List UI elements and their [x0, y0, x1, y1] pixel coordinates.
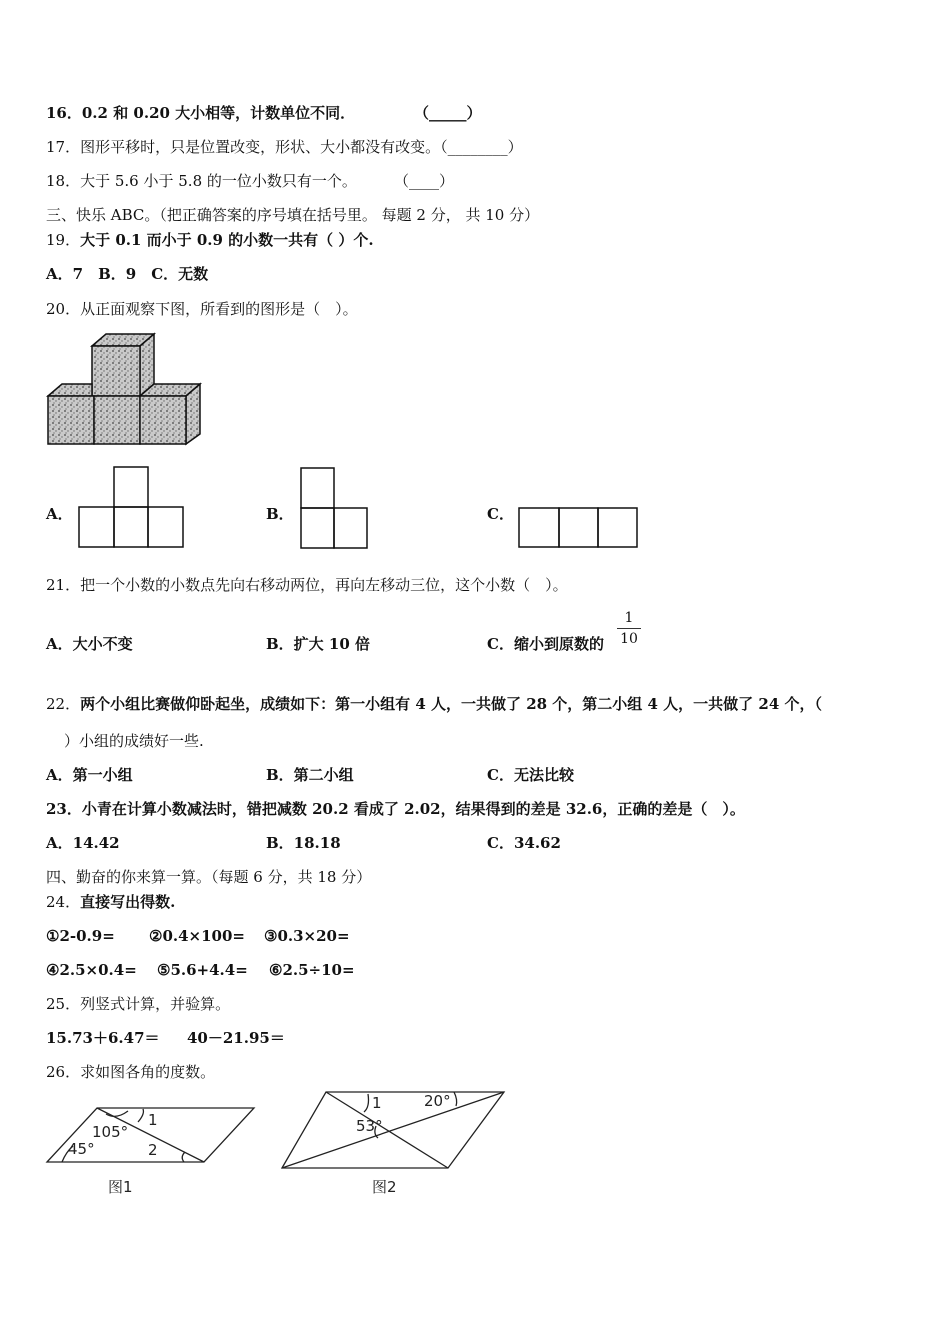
q16: 16．0.2 和 0.20 大小相等，计数单位不同． （_____） — [46, 104, 482, 122]
q21-option-c[interactable]: C．缩小到原数的 — [487, 635, 604, 653]
q19-options: A．7 B．9 C．无数 — [46, 265, 209, 283]
q22-option-a[interactable]: A．第一小组 — [46, 766, 133, 784]
q24: 24．直接写出得数. — [46, 893, 176, 911]
q23: 23．小青在计算小数减法时，错把减数 20.2 看成了 2.02，结果得到的差是 32.6，正确的差是（ ）。 — [46, 800, 745, 818]
figure-1-caption: 图1 — [108, 1178, 133, 1196]
q19: 19．大于 0.1 而小于 0.9 的小数一共有（ ）个. — [46, 231, 374, 249]
q21-option-b[interactable]: B．扩大 10 倍 — [266, 635, 370, 653]
answer-blank[interactable]: （________） — [440, 138, 523, 156]
fraction-one-tenth: 1 10 — [617, 610, 641, 647]
q21-option-a[interactable]: A．大小不变 — [46, 635, 133, 653]
calc-item: ①2-0.9= — [46, 927, 115, 945]
q21: 21．把一个小数的小数点先向右移动两位，再向左移动三位，这个小数（ ）。 — [46, 576, 568, 594]
section-4-heading: 四、勤奋的你来算一算。（每题 6 分，共 18 分） — [46, 868, 372, 886]
calc-item: ⑤5.6+4.4= — [157, 961, 248, 979]
q23-option-a[interactable]: A．14.42 — [46, 834, 120, 852]
q23-option-b[interactable]: B．18.18 — [266, 834, 341, 852]
option-a-figure — [78, 466, 184, 548]
angle-label-1: 1 — [148, 1111, 158, 1129]
q20-option-b[interactable]: B． — [266, 505, 294, 523]
answer-blank[interactable]: （____） — [394, 172, 455, 190]
figure-1-parallelogram — [44, 1100, 259, 1200]
option-b-figure — [300, 467, 370, 549]
q22-line2: ）小组的成绩好一些. — [64, 732, 204, 750]
q23-option-c[interactable]: C．34.62 — [487, 834, 561, 852]
q22-option-c[interactable]: C．无法比较 — [487, 766, 574, 784]
calc-item: ⑥2.5÷10= — [269, 961, 355, 979]
q22: 22．两个小组比赛做仰卧起坐，成绩如下：第一小组有 4 人，一共做了 28 个，第二小组 4 人，一共做了 24 个，（ — [46, 695, 822, 713]
q26: 26．求如图各角的度数。 — [46, 1063, 216, 1081]
angle-label-45: 45° — [68, 1140, 95, 1158]
angle-label-53: 53° — [356, 1117, 383, 1135]
q17: 17．图形平移时，只是位置改变，形状、大小都没有改变。（________） — [46, 138, 523, 156]
q18: 18．大于 5.6 小于 5.8 的一位小数只有一个。 （____） — [46, 172, 455, 190]
answer-blank[interactable]: （_____） — [414, 104, 482, 122]
cube-stack-figure — [46, 332, 206, 448]
section-3-heading: 三、快乐 ABC。（把正确答案的序号填在括号里。 每题 2 分， 共 10 分） — [46, 206, 540, 224]
figure-2-parallelogram — [278, 1088, 510, 1200]
q20-option-c[interactable]: C． — [487, 505, 514, 523]
vertical-calc-1: 15.73＋6.47＝ — [46, 1029, 160, 1047]
calc-item: ③0.3×20= — [264, 927, 350, 945]
option-c-figure — [518, 507, 640, 549]
angle-label-2: 2 — [148, 1141, 158, 1159]
figure-2-caption: 图2 — [372, 1178, 397, 1196]
q20-option-a[interactable]: A． — [46, 505, 73, 523]
calc-item: ④2.5×0.4= — [46, 961, 137, 979]
angle-label-105: 105° — [92, 1123, 129, 1141]
q25: 25．列竖式计算，并验算。 — [46, 995, 231, 1013]
angle-label-20: 20° — [424, 1092, 451, 1110]
vertical-calc-2: 40－21.95＝ — [187, 1029, 285, 1047]
calc-item: ②0.4×100= — [149, 927, 245, 945]
q20: 20．从正面观察下图，所看到的图形是（ ）。 — [46, 300, 358, 318]
q22-option-b[interactable]: B．第二小组 — [266, 766, 354, 784]
angle-label-1: 1 — [372, 1094, 382, 1112]
